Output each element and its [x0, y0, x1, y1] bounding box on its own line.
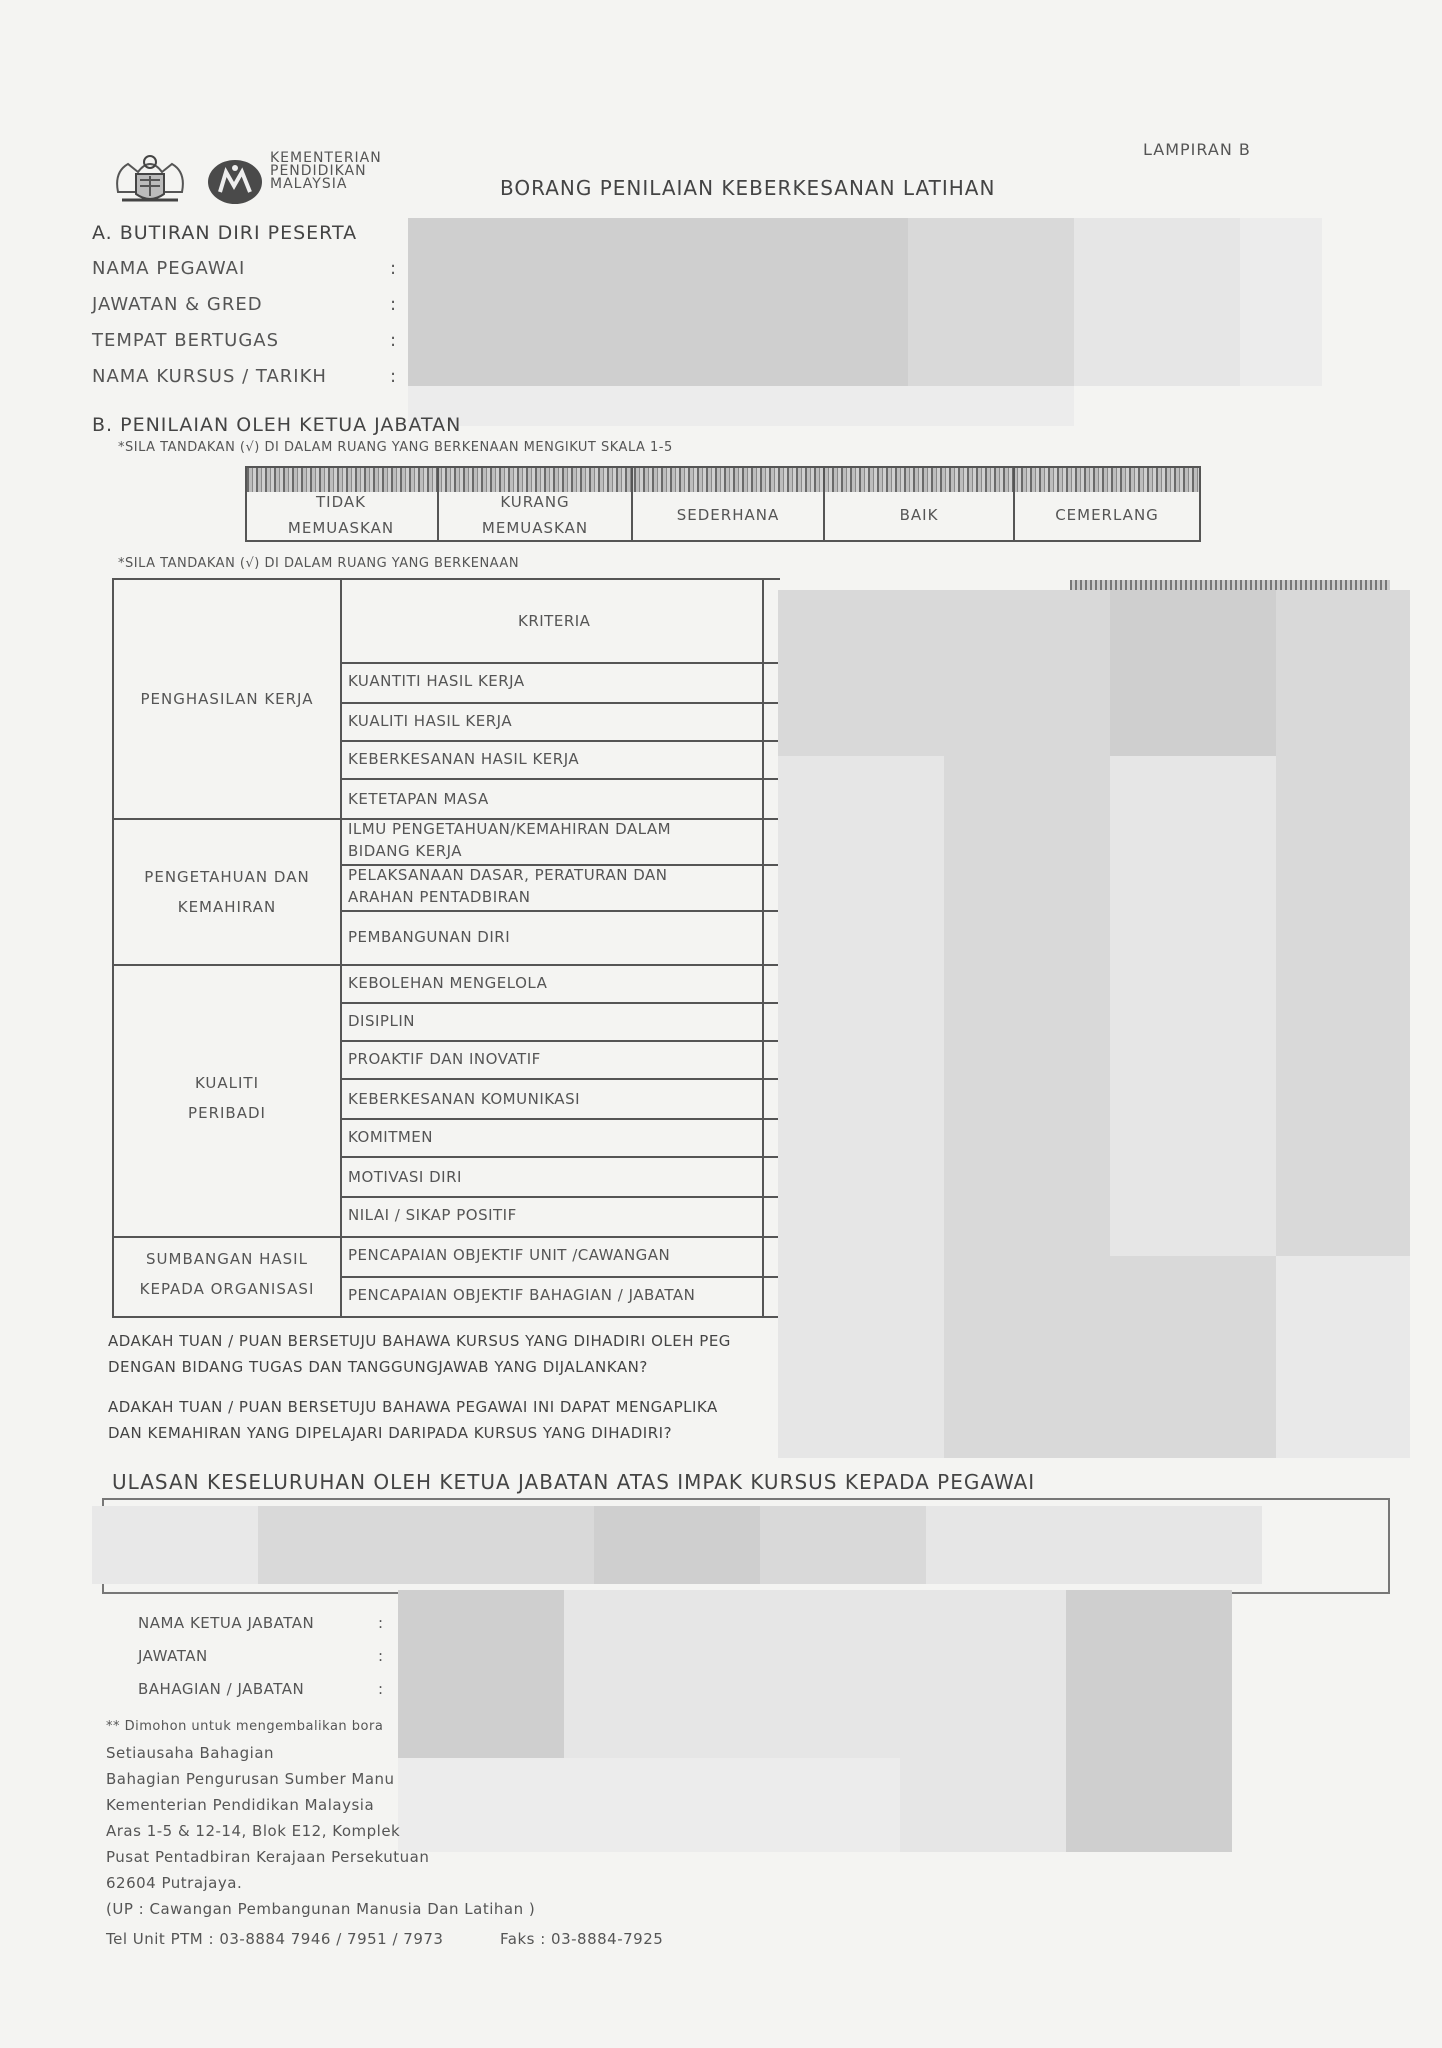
redacted-block	[1276, 756, 1410, 1256]
scale-label: KURANG	[500, 493, 570, 511]
footer-line: Kementerian Pendidikan Malaysia	[106, 1796, 375, 1814]
criteria-item: PENCAPAIAN OBJEKTIF BAHAGIAN / JABATAN	[348, 1286, 696, 1304]
criteria-item: NILAI / SIKAP POSITIF	[348, 1206, 517, 1224]
criteria-item: KOMITMEN	[348, 1128, 433, 1146]
rating-scale-table	[245, 466, 1201, 542]
colon: :	[390, 330, 397, 351]
redacted-block	[1276, 590, 1410, 756]
colon: :	[390, 294, 397, 315]
colon: :	[378, 1680, 384, 1698]
ministry-name	[270, 152, 382, 191]
criteria-item: KEBERKESANAN KOMUNIKASI	[348, 1090, 581, 1108]
malaysia-coat-of-arms-icon	[108, 150, 192, 210]
field-label-tempat-bertugas: TEMPAT BERTUGAS	[92, 330, 280, 351]
criteria-item: KUALITI HASIL KERJA	[348, 712, 513, 730]
redacted-block	[760, 1506, 926, 1584]
ministry-line: MALAYSIA	[270, 176, 348, 192]
appendix-label: LAMPIRAN B	[1143, 140, 1251, 159]
ministry-logo-icon	[206, 158, 264, 206]
footer-line: 62604 Putrajaya.	[106, 1874, 243, 1892]
redacted-block	[1110, 590, 1276, 756]
criteria-item: MOTIVASI DIRI	[348, 1168, 462, 1186]
criteria-item: ARAHAN PENTADBIRAN	[348, 888, 531, 906]
footer-line: ** Dimohon untuk mengembalikan bora	[106, 1719, 384, 1734]
redacted-block	[778, 590, 944, 756]
criteria-item: PENCAPAIAN OBJEKTIF UNIT /CAWANGAN	[348, 1246, 671, 1264]
category-label: KEPADA ORGANISASI	[139, 1280, 315, 1298]
category-kualiti-peribadi	[114, 1068, 340, 1128]
field-label-nama-kursus: NAMA KURSUS / TARIKH	[92, 366, 327, 387]
redacted-block	[92, 1506, 258, 1584]
redacted-block	[900, 1590, 1066, 1852]
sig-label-bahagian: BAHAGIAN / JABATAN	[138, 1680, 305, 1698]
criteria-item: KUANTITI HASIL KERJA	[348, 672, 525, 690]
category-label: PERIBADI	[188, 1104, 266, 1122]
category-label: SUMBANGAN HASIL	[146, 1250, 308, 1268]
colon: :	[378, 1647, 384, 1665]
footer-tel: Tel Unit PTM : 03-8884 7946 / 7951 / 7973	[106, 1930, 444, 1948]
question-2-line-1: ADAKAH TUAN / PUAN BERSETUJU BAHAWA PEGAWAI INI DAPAT MENGAPLIKA	[108, 1398, 718, 1416]
category-label: KEMAHIRAN	[177, 898, 277, 916]
redacted-block	[778, 1256, 944, 1458]
field-label-jawatan-gred: JAWATAN & GRED	[92, 294, 263, 315]
scale-label: MEMUASKAN	[481, 519, 589, 537]
redacted-block	[944, 590, 1110, 756]
redacted-block	[1110, 1256, 1276, 1458]
category-label: PENGETAHUAN DAN	[144, 868, 310, 886]
scale-label: TIDAK	[316, 493, 366, 511]
form-title: BORANG PENILAIAN KEBERKESANAN LATIHAN	[500, 176, 996, 200]
redacted-block	[1074, 218, 1240, 386]
criteria-item: DISIPLIN	[348, 1012, 415, 1030]
redacted-block	[408, 218, 908, 386]
scale-label: MEMUASKAN	[287, 519, 395, 537]
category-label: PENGHASILAN KERJA	[140, 690, 314, 708]
category-sumbangan	[114, 1244, 340, 1304]
footer-line: Pusat Pentadbiran Kerajaan Persekutuan	[106, 1848, 430, 1866]
scale-label: CEMERLANG	[1055, 506, 1159, 524]
section-b-heading: B. PENILAIAN OLEH KETUA JABATAN	[92, 414, 462, 436]
field-label-nama-pegawai: NAMA PEGAWAI	[92, 258, 246, 279]
criteria-item: KEBOLEHAN MENGELOLA	[348, 974, 548, 992]
redacted-block	[1240, 218, 1322, 386]
category-pengetahuan	[114, 862, 340, 922]
redacted-block	[398, 1758, 900, 1852]
criteria-table	[112, 578, 780, 1318]
redacted-block	[258, 1506, 594, 1584]
scale-label: BAIK	[899, 506, 939, 524]
criteria-item: ILMU PENGETAHUAN/KEMAHIRAN DALAM	[348, 820, 672, 838]
redacted-block	[944, 756, 1110, 1256]
mark-instruction: *SILA TANDAKAN (√) DI DALAM RUANG YANG BERKENAAN	[118, 556, 520, 571]
scale-cell-1	[245, 468, 437, 540]
scale-cell-5	[1013, 468, 1199, 540]
criteria-item: KETETAPAN MASA	[348, 790, 489, 808]
footer-line: (UP : Cawangan Pembangunan Manusia Dan Latihan )	[106, 1900, 536, 1918]
category-penghasilan-kerja	[114, 684, 340, 714]
ministry-line: PENDIDIKAN	[270, 163, 367, 179]
redacted-block	[926, 1506, 1262, 1584]
criteria-item: PROAKTIF DAN INOVATIF	[348, 1050, 541, 1068]
sig-label-nama: NAMA KETUA JABATAN	[138, 1614, 315, 1632]
question-1-line-1: ADAKAH TUAN / PUAN BERSETUJU BAHAWA KURSUS YANG DIHADIRI OLEH PEG	[108, 1332, 731, 1350]
scale-cell-4	[823, 468, 1013, 540]
scale-instruction: *SILA TANDAKAN (√) DI DALAM RUANG YANG BERKENAAN MENGIKUT SKALA 1-5	[118, 440, 673, 455]
section-a-heading: A. BUTIRAN DIRI PESERTA	[92, 222, 358, 244]
redacted-block	[1066, 1590, 1232, 1852]
colon: :	[378, 1614, 384, 1632]
ministry-line: KEMENTERIAN	[270, 150, 382, 166]
scale-cell-2	[437, 468, 631, 540]
scale-label: SEDERHANA	[676, 506, 780, 524]
criteria-item: KEBERKESANAN HASIL KERJA	[348, 750, 580, 768]
footer-line: Bahagian Pengurusan Sumber Manu	[106, 1770, 395, 1788]
redacted-block	[908, 218, 1074, 386]
redacted-block	[398, 1590, 564, 1758]
category-label: KUALITI	[194, 1074, 260, 1092]
redacted-block	[594, 1506, 760, 1584]
colon: :	[390, 258, 397, 279]
scale-cell-3	[631, 468, 823, 540]
ulasan-heading: ULASAN KESELURUHAN OLEH KETUA JABATAN ATAS IMPAK KURSUS KEPADA PEGAWAI	[112, 1470, 1036, 1494]
question-1-line-2: DENGAN BIDANG TUGAS DAN TANGGUNGJAWAB YANG DIJALANKAN?	[108, 1358, 648, 1376]
question-2-line-2: DAN KEMAHIRAN YANG DIPELAJARI DARIPADA KURSUS YANG DIHADIRI?	[108, 1424, 673, 1442]
redacted-block	[944, 1256, 1110, 1458]
redacted-block	[408, 386, 1074, 426]
footer-line: Setiausaha Bahagian	[106, 1744, 275, 1762]
criteria-item: BIDANG KERJA	[348, 842, 463, 860]
sig-label-jawatan: JAWATAN	[138, 1647, 208, 1665]
criteria-item: PELAKSANAAN DASAR, PERATURAN DAN	[348, 866, 668, 884]
footer-line: Aras 1-5 & 12-14, Blok E12, Komplek	[106, 1822, 401, 1840]
redacted-block	[564, 1590, 900, 1758]
footer-fax: Faks : 03-8884-7925	[500, 1930, 664, 1948]
criteria-item: PEMBANGUNAN DIRI	[348, 928, 511, 946]
colon: :	[390, 366, 397, 387]
criteria-header: KRITERIA	[518, 612, 591, 630]
